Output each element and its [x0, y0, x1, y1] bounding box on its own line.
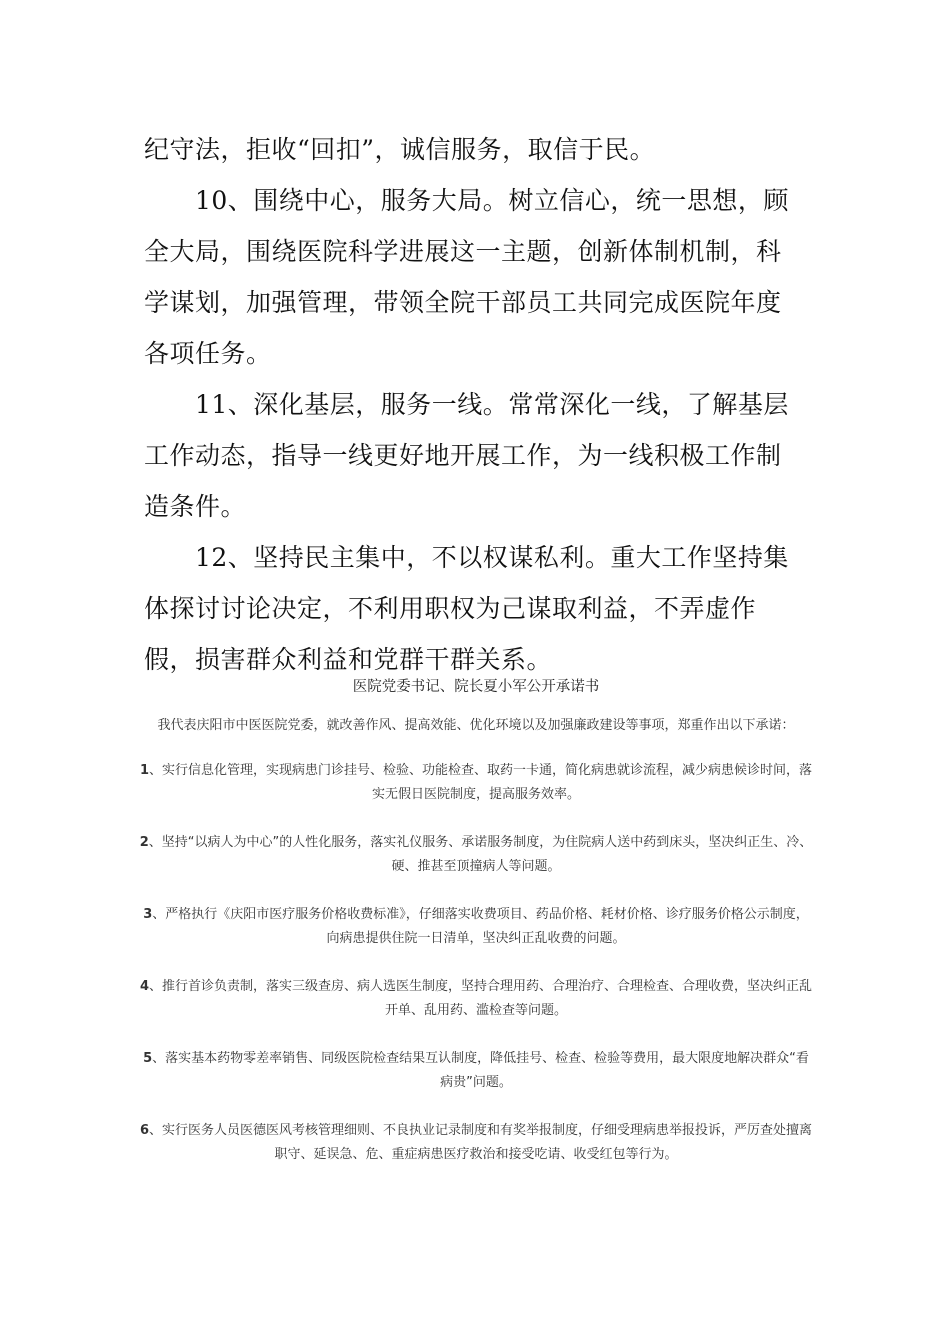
notice-item-3	[138, 903, 814, 951]
notice-item-text: 、实行信息化管理，实现病患门诊挂号、检验、功能检查、取药一卡通，简化病患就诊流程，减少病患候诊时间，落实无假日医院制度，提高服务效率。	[149, 763, 813, 802]
notice-item-1	[138, 759, 814, 807]
public-commitment-notice	[138, 676, 814, 1191]
notice-item-4	[138, 975, 814, 1023]
notice-title: 医院党委书记、院长夏小军公开承诺书	[352, 679, 600, 695]
notice-item-text: 、推行首诊负责制，落实三级查房、病人选医生制度，坚持合理用药、合理治疗、合理检查、合理收费，坚决纠正乱开单、乱用药、滥检查等问题。	[149, 979, 813, 1018]
notice-item-number: 6	[139, 1123, 150, 1138]
notice-item-number: 1	[139, 763, 150, 778]
notice-item-number: 5	[143, 1051, 153, 1066]
notice-item-2	[138, 831, 814, 879]
paragraph-item-12: 12、坚持民主集中，不以权谋私利。重大工作坚持集体探讨讨论决定，不利用职权为己谋取利益，不弄虚作假，损害群众利益和党群干群关系。	[144, 543, 789, 674]
paragraph-item-10: 10、围绕中心，服务大局。树立信心，统一思想，顾全大局，围绕医院科学进展这一主题，创新体制机制，科学谋划，加强管理，带领全院干部员工共同完成医院年度各项任务。	[144, 186, 789, 368]
notice-item-number: 2	[139, 835, 149, 850]
notice-item-text: 、实行医务人员医德医风考核管理细则、不良执业记录制度和有奖举报制度，仔细受理病患举报投诉，严厉查处擅离职守、延误急、危、重症病患医疗救治和接受吃请、收受红包等行为。	[149, 1123, 813, 1162]
notice-item-5	[138, 1047, 814, 1095]
paragraph-item-11: 11、深化基层，服务一线。常常深化一线，了解基层工作动态，指导一线更好地开展工作，为一线积极工作制造条件。	[144, 390, 789, 521]
notice-item-6	[138, 1119, 814, 1167]
notice-item-text: 、落实基本药物零差率销售、同级医院检查结果互认制度，降低挂号、检查、检验等费用，最大限度地解决群众“看病贵”问题。	[152, 1051, 809, 1090]
notice-intro: 我代表庆阳市中医医院党委，就改善作风、提高效能、优化环境以及加强廉政建设等事项，郑重作出以下承诺：	[157, 718, 795, 733]
notice-item-number: 3	[143, 907, 153, 922]
paragraph-continuation: 纪守法，拒收“回扣”，诚信服务，取信于民。	[144, 135, 656, 164]
notice-item-text: 、严格执行《庆阳市医疗服务价格收费标准》，仔细落实收费项目、药品价格、耗材价格、诊疗服务价格公示制度，向病患提供住院一日清单，坚决纠正乱收费的问题。	[152, 907, 809, 946]
commitment-body-text	[144, 124, 789, 685]
notice-item-number: 4	[139, 979, 150, 994]
notice-item-text: 、坚持“以病人为中心”的人性化服务，落实礼仪服务、承诺服务制度，为住院病人送中药到床头，坚决纠正生、冷、硬、推甚至顶撞病人等问题。	[148, 835, 813, 874]
